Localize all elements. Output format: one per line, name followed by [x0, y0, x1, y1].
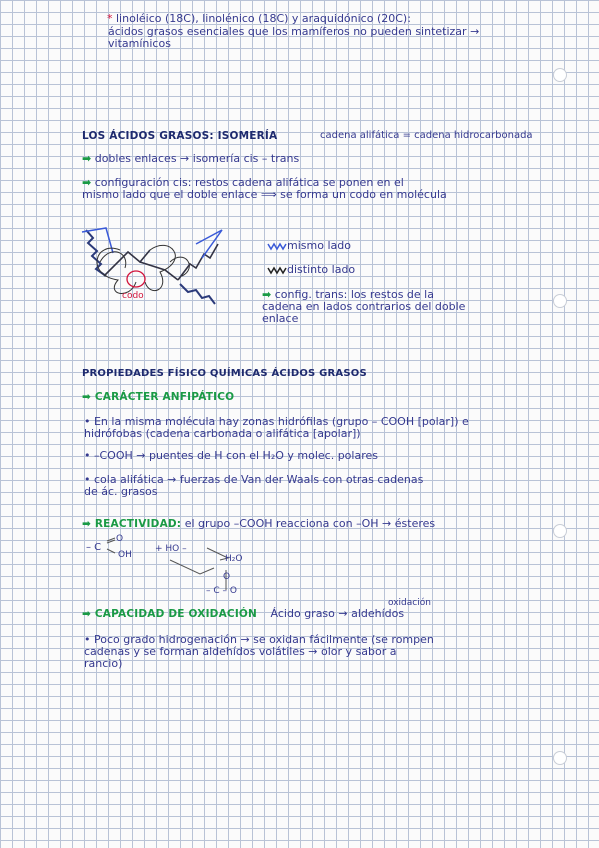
formula-water: H₂O: [225, 554, 243, 564]
bullet-text: configuración cis: restos cadena alifática se ponen en el: [94, 176, 404, 189]
top-line-3: vitamínicos: [108, 37, 171, 50]
prop-line-5: de ác. grasos: [84, 485, 158, 498]
formula-ho: + HO –: [155, 544, 187, 554]
green-arrow-icon: ➡: [82, 608, 95, 620]
green-arrow-icon: ➡: [82, 518, 95, 530]
oxidacion-title: ➡ CAPACIDAD DE OXIDACIÓN: [82, 608, 258, 620]
prop-line-4: • cola alifática → fuerzas de Van der Waals con otras cadenas: [84, 473, 424, 486]
formula-c: – C: [86, 542, 102, 553]
oxid-line-1: • Poco grado hidrogenación → se oxidan fácilmente (se rompen: [84, 633, 434, 646]
top-text-1: linoléico (18C), linolénico (18C) y araquidónico (20C):: [116, 12, 411, 25]
trans-note-3: enlace: [262, 312, 299, 325]
aside-note: cadena alifática = cadena hidrocarbonada: [320, 130, 533, 141]
reactividad-text: el grupo –COOH reacciona con –OH → ésteres: [184, 517, 436, 530]
prop-line-2: hidrófobas (cadena carbonada o alifática [apolar]): [84, 427, 361, 440]
formula-oh: OH: [118, 550, 132, 560]
oxid-line-2: cadenas y se forman aldehídos volátiles → olor y sabor a: [84, 645, 397, 658]
formula-o: O: [116, 534, 124, 544]
oxidacion-line: [82, 608, 404, 620]
bullet-cis-cont: mismo lado que el doble enlace ⟹ se forma un codo en molécula: [82, 188, 447, 201]
oxid-line-3: rancio): [84, 657, 123, 670]
prop-line-3: • –COOH → puentes de H con el H₂O y molec. polares: [84, 449, 378, 462]
top-line-2: ácidos grasos esenciales que los mamíferos no pueden sintetizar →: [108, 25, 480, 38]
green-arrow-icon: ➡: [262, 288, 272, 301]
asterisk-mark: *: [107, 12, 113, 25]
reactividad-title: ➡ REACTIVIDAD:: [82, 518, 182, 530]
trans-note-2: cadena en lados contrarios del doble: [262, 300, 466, 313]
section-title-propiedades: PROPIEDADES FÍSICO QUÍMICAS ÁCIDOS GRASOS: [82, 368, 367, 379]
green-arrow-icon: ➡: [82, 176, 92, 189]
legend-other-side: distinto lado: [287, 263, 356, 276]
green-arrow-icon: ➡: [82, 152, 92, 165]
legend-same-side: mismo lado: [287, 239, 351, 252]
formula-ester: – C – O: [206, 586, 237, 596]
reactividad-line: [82, 518, 435, 530]
prop-line-1: • En la misma molécula hay zonas hidrófilas (grupo – COOH [polar]) e: [84, 415, 469, 428]
green-arrow-icon: ➡: [82, 391, 95, 403]
trans-text: config. trans: los restos de la: [274, 288, 434, 301]
oxidacion-over: oxidación: [388, 598, 431, 608]
subtitle-anfipatico: [82, 391, 234, 403]
section-title-isomeria: LOS ÁCIDOS GRASOS: ISOMERÍA: [82, 130, 278, 142]
subtitle-text: CARÁCTER ANFIPÁTICO: [94, 391, 235, 403]
formula-o2: O: [223, 572, 231, 582]
codo-label: codo: [122, 291, 144, 301]
oxidacion-text: Ácido graso → aldehídos: [270, 607, 405, 620]
bullet-text: dobles enlaces → isomería cis – trans: [94, 152, 300, 165]
